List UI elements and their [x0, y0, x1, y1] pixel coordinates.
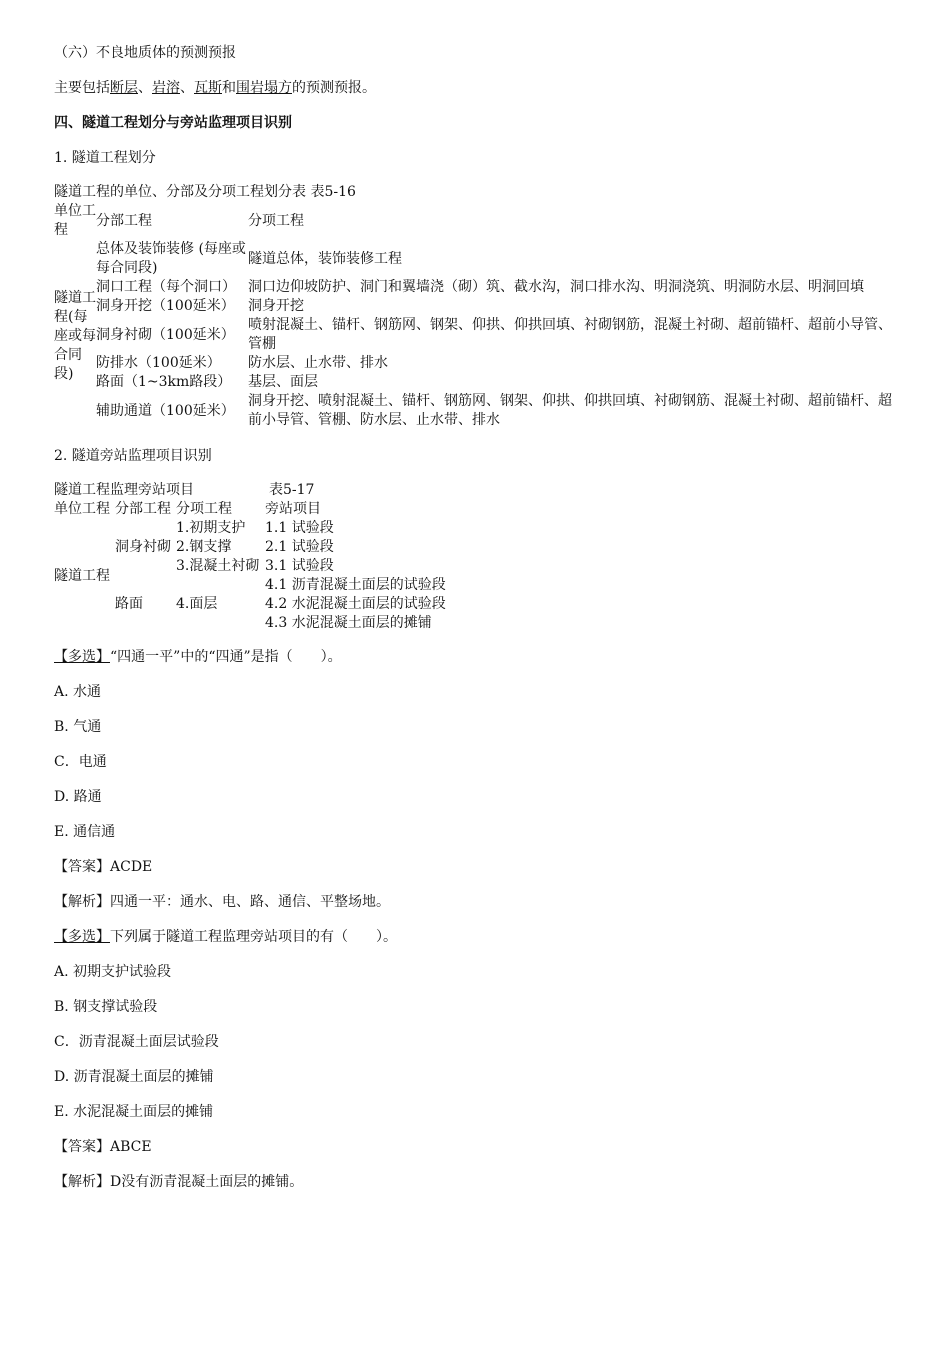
table-row — [54, 519, 565, 538]
q1-option-b: B. 气通 — [54, 719, 102, 735]
subsection-1-title: 1. 隧道工程划分 — [54, 150, 156, 166]
item-cell: 4.3 水泥混凝土面层的摊铺 — [265, 615, 432, 631]
part-cell: 路面 — [115, 596, 143, 612]
table-row — [54, 373, 899, 392]
q1-option-e: E. 通信通 — [54, 824, 116, 840]
q1-option-c: C．电通 — [54, 754, 107, 770]
sub-cell: 2.钢支撑 — [176, 539, 232, 555]
table17-caption — [54, 481, 899, 500]
part-cell: 路面（1~3km路段） — [96, 374, 232, 390]
section6-heading: （六）不良地质体的预测预报 — [54, 45, 236, 61]
header-unit: 单位工程 — [54, 501, 110, 517]
item-cell: 4.2 水泥混凝土面层的试验段 — [265, 596, 446, 612]
item-cell: 4.1 沥青混凝土面层的试验段 — [265, 577, 446, 593]
header-part: 分部工程 — [115, 501, 171, 517]
q1-option-d: D. 路通 — [54, 789, 102, 805]
items-cell: 隧道总体，装饰装修工程 — [248, 250, 402, 267]
answer-value: ABCE — [110, 1139, 152, 1155]
table-row — [54, 240, 899, 278]
part-cell: 洞身衬砌（100延米） — [96, 326, 235, 343]
table17-caption-left: 隧道工程监理旁站项目 — [54, 482, 194, 498]
analysis-text: 四通一平：通水、电、路、通信、平整场地。 — [110, 894, 390, 910]
items-cell: 基层、面层 — [248, 374, 318, 390]
q1-analysis — [54, 893, 899, 912]
items-cell: 洞身开挖 — [248, 298, 304, 314]
answer-label: 【答案】 — [54, 1139, 110, 1155]
header-part: 分部工程 — [96, 212, 152, 229]
q2-option-a: A. 初期支护试验段 — [54, 964, 172, 980]
question-1-stem — [54, 648, 899, 667]
q2-option-e: E. 水泥混凝土面层的摊铺 — [54, 1104, 214, 1120]
q2-option-c: C．沥青混凝土面层试验段 — [54, 1034, 219, 1050]
part-cell: 辅助通道（100延米） — [96, 402, 235, 419]
table-header-row — [54, 202, 899, 240]
q1-option-a: A. 水通 — [54, 684, 102, 700]
table-5-17 — [54, 500, 565, 633]
q2-option-b: B. 钢支撑试验段 — [54, 999, 158, 1015]
table-row — [54, 354, 899, 373]
question-2-stem — [54, 928, 899, 947]
subsection-2-title: 2. 隧道旁站监理项目识别 — [54, 448, 212, 464]
separator: 、 — [138, 80, 152, 96]
header-sub: 分项工程 — [176, 501, 232, 517]
answer-value: ACDE — [110, 859, 153, 875]
items-cell: 洞口边仰坡防护、洞门和翼墙浇（砌）筑、截水沟，洞口排水沟、明洞浇筑、明洞防水层、明洞回填 — [248, 279, 864, 295]
unit-cell: 隧道工程(每座或每合同段) — [54, 289, 96, 382]
sub-cell: 4.面层 — [176, 596, 218, 612]
intro-prefix: 主要包括 — [54, 80, 110, 96]
document-page — [54, 44, 899, 1192]
table-row — [54, 576, 565, 595]
intro-suffix: 的预测预报。 — [292, 80, 376, 96]
term-collapse: 围岩塌方 — [236, 80, 292, 96]
question-2-text: 下列属于隧道工程监理旁站项目的有（ ）。 — [110, 929, 397, 945]
header-item: 旁站项目 — [265, 501, 321, 517]
sub-cell: 1.初期支护 — [176, 520, 246, 536]
table-header-row — [54, 500, 565, 519]
question-1-text: “四通一平”中的“四通”是指（ ）。 — [110, 649, 342, 665]
table-row — [54, 316, 899, 354]
header-items: 分项工程 — [248, 212, 304, 229]
items-cell: 洞身开挖、喷射混凝土、锚杆、钢筋网、钢架、仰拱、仰拱回填、衬砌钢筋、混凝土衬砌、超前锚杆、超前小导管、管棚、防水层、止水带、排水 — [248, 393, 892, 428]
table-5-16 — [54, 202, 899, 430]
item-cell: 2.1 试验段 — [265, 539, 334, 555]
q2-option-d: D. 沥青混凝土面层的摊铺 — [54, 1069, 214, 1085]
analysis-label: 【解析】 — [54, 894, 110, 910]
items-cell: 喷射混凝土、锚杆、钢筋网、钢架、仰拱、仰拱回填、衬砌钢筋，混凝土衬砌、超前锚杆、超前小导管、管棚 — [248, 317, 892, 352]
item-cell: 1.1 试验段 — [265, 520, 334, 536]
question-1-tag: 【多选】 — [54, 649, 110, 665]
separator: 、 — [180, 80, 194, 96]
answer-label: 【答案】 — [54, 859, 110, 875]
items-cell: 防水层、止水带、排水 — [248, 355, 388, 371]
section4-heading: 四、隧道工程划分与旁站监理项目识别 — [54, 115, 292, 131]
section6-intro — [54, 79, 899, 98]
part-cell: 防排水（100延米） — [96, 355, 221, 371]
part-cell: 洞口工程（每个洞口） — [96, 279, 236, 295]
part-cell: 洞身开挖（100延米） — [96, 298, 235, 314]
table-row — [54, 297, 899, 316]
header-unit: 单位工程 — [54, 203, 96, 238]
table-row — [54, 278, 899, 297]
q1-answer — [54, 858, 899, 877]
term-fault: 断层 — [110, 80, 138, 96]
q2-analysis — [54, 1173, 899, 1192]
sub-cell — [176, 576, 265, 595]
q2-answer — [54, 1138, 899, 1157]
sub-cell — [176, 614, 265, 633]
analysis-text: D没有沥青混凝土面层的摊铺。 — [110, 1174, 304, 1190]
term-karst: 岩溶 — [152, 80, 180, 96]
part-cell: 总体及装饰装修 (每座或每合同段) — [96, 241, 246, 276]
separator-and: 和 — [222, 80, 236, 96]
part-cell: 洞身衬砌 — [115, 539, 171, 555]
term-gas: 瓦斯 — [194, 80, 222, 96]
item-cell: 3.1 试验段 — [265, 558, 334, 574]
question-2-tag: 【多选】 — [54, 929, 110, 945]
table16-caption: 隧道工程的单位、分部及分项工程划分表 表5-16 — [54, 184, 356, 200]
table-row — [54, 392, 899, 430]
analysis-label: 【解析】 — [54, 1174, 110, 1190]
sub-cell: 3.混凝土衬砌 — [176, 558, 260, 574]
unit-cell: 隧道工程 — [54, 567, 110, 584]
table17-caption-right: 表5-17 — [269, 482, 315, 498]
